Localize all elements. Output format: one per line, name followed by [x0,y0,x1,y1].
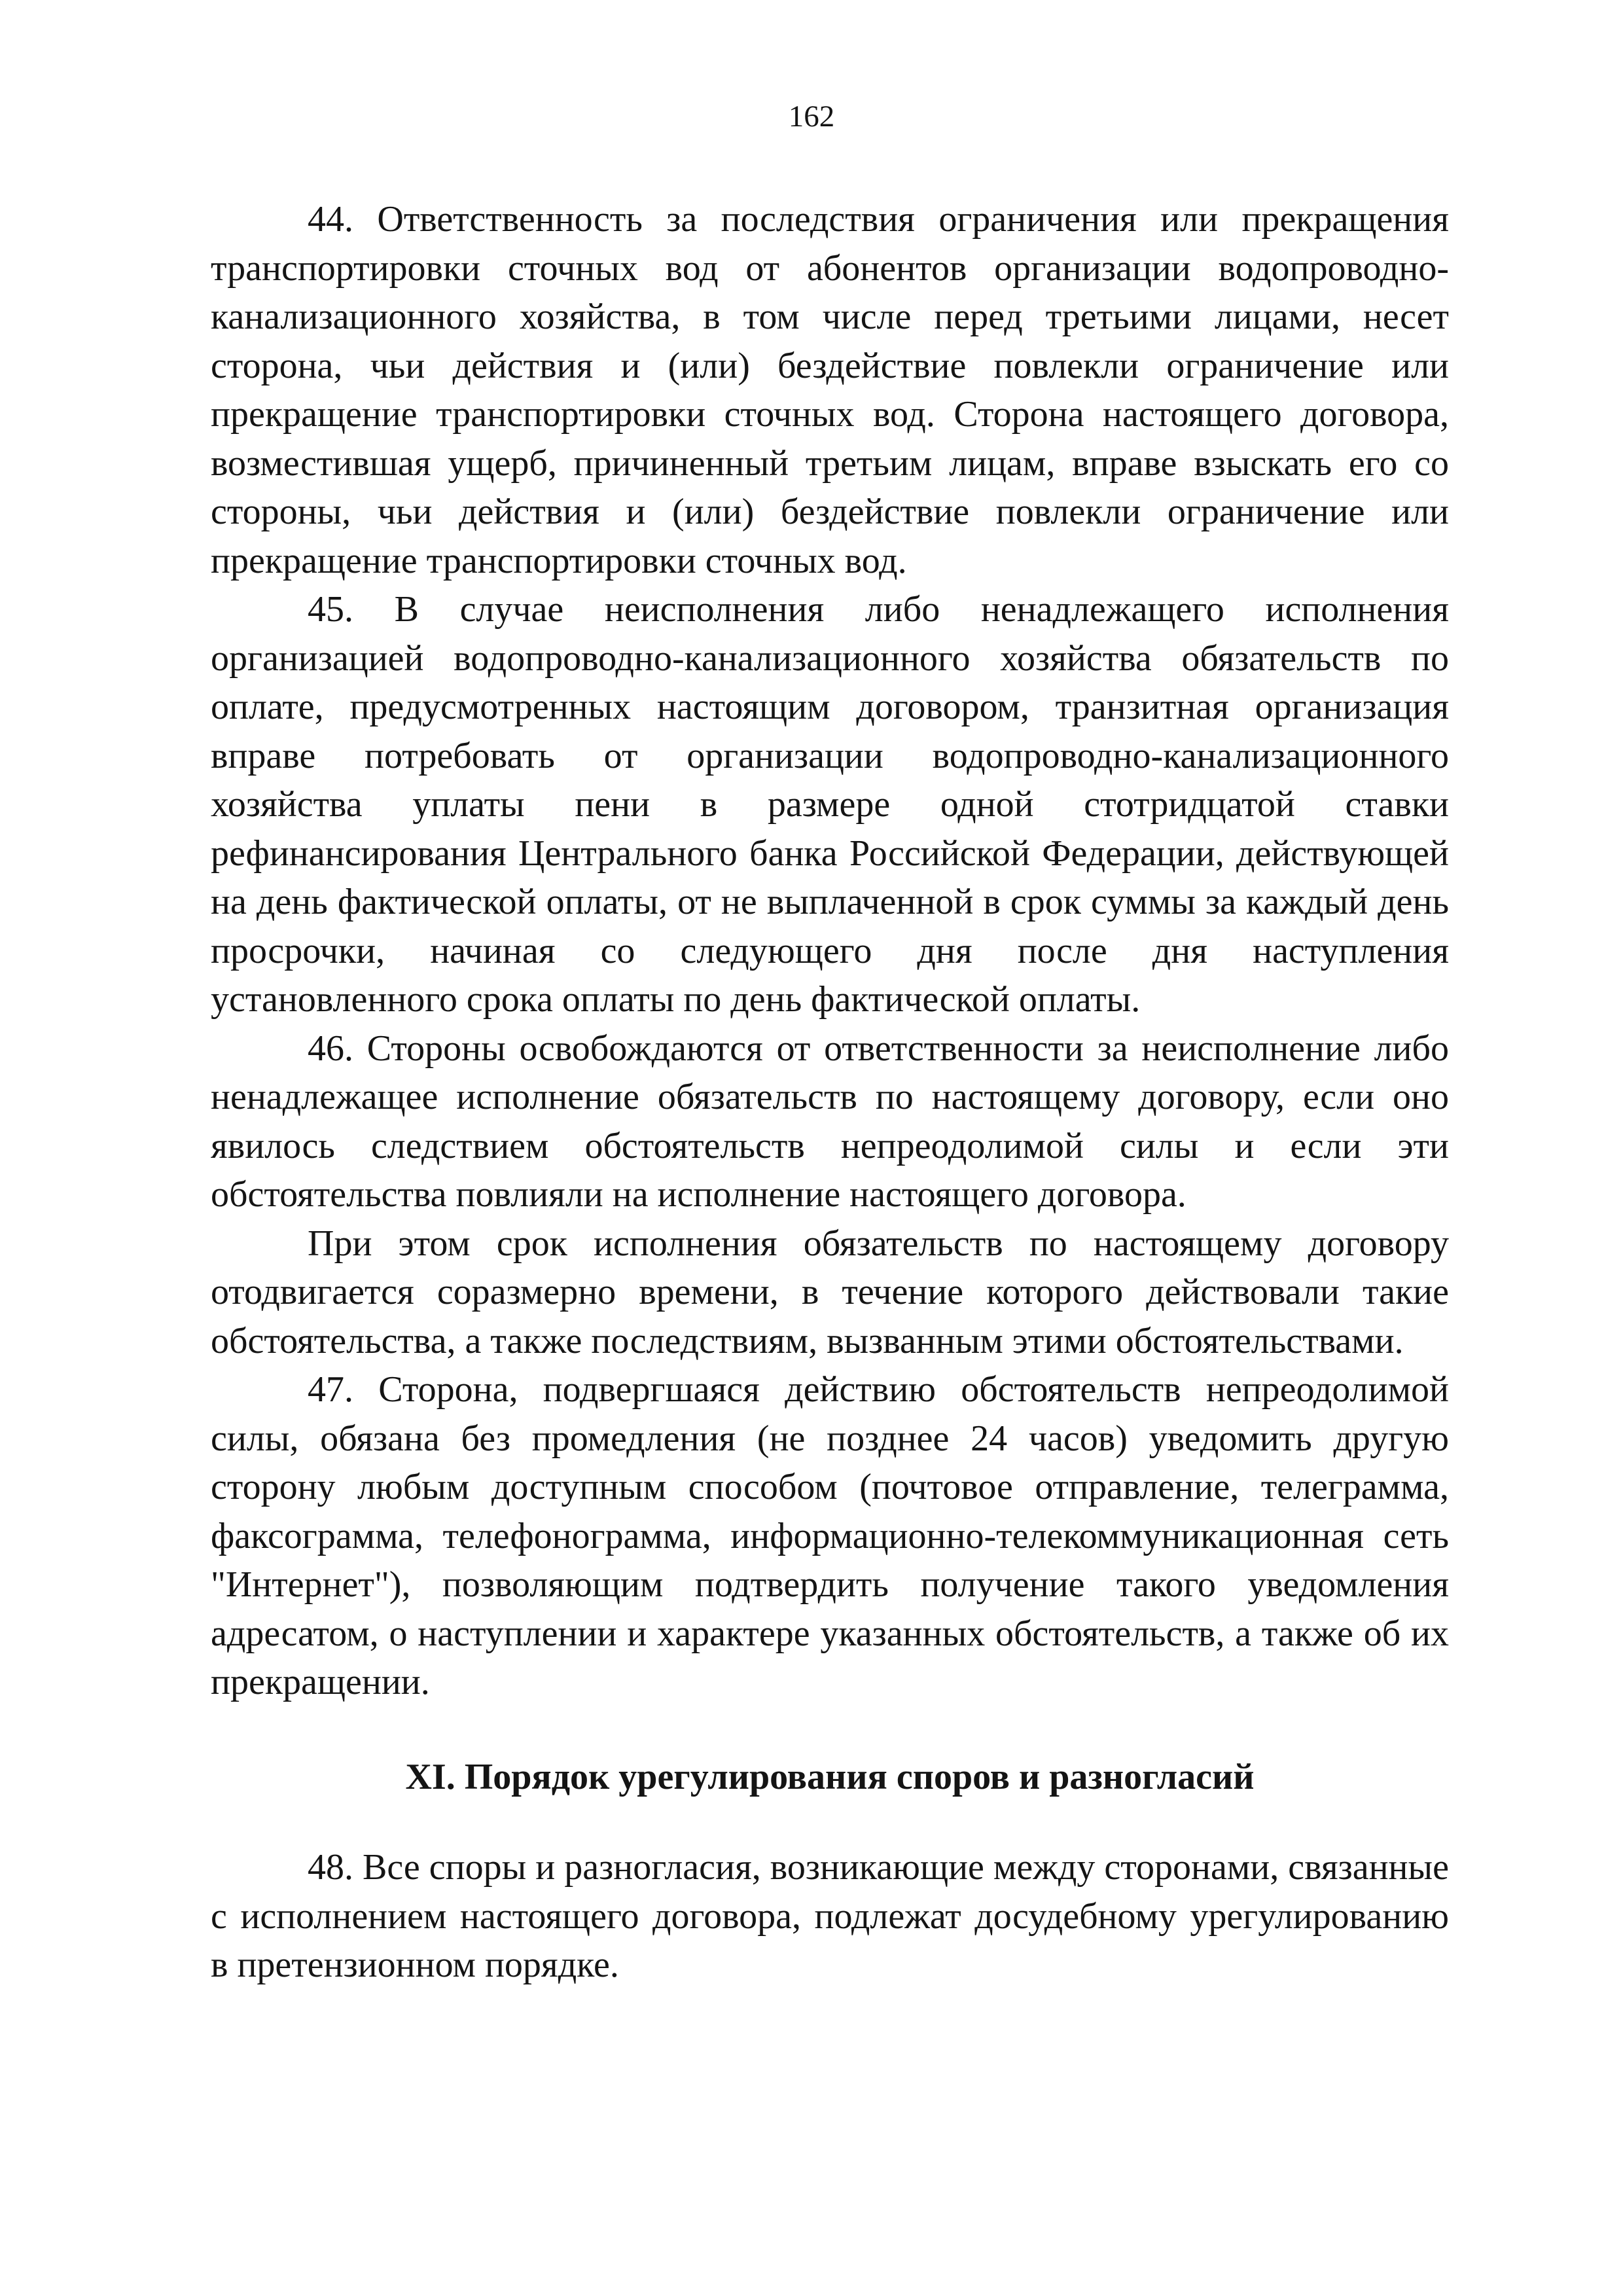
paragraph-45: 45. В случае неисполнения либо ненадлежащего исполнения организацией водопроводно-канализационного хозяйства обязательств по оплате, предусмотренных настоящим договором, транзитная организация вправе потребовать от организации водопроводно-канализационного хозяйства уплаты пени в размере одной стотридцатой ставки рефинансирования Центрального банка Российской Федерации, действующей на день фактической оплаты, от не выплаченной в срок суммы за каждый день просрочки, начиная со следующего дня после дня наступления установленного срока оплаты по день фактической оплаты. [211,589,1449,1020]
paragraph-47: 47. Сторона, подвергшаяся действию обстоятельств непреодолимой силы, обязана без промедления (не позднее 24 часов) уведомить другую сторону любым доступным способом (почтовое отправление, телеграмма, факсограмма, телефонограмма, информационно-телекоммуникационная сеть "Интернет"), позволяющим подтвердить получение такого уведомления адресатом, о наступлении и характере указанных обстоятельств, а также об их прекращении. [211,1369,1449,1702]
document-body [211,195,1449,1990]
paragraph-48: 48. Все споры и разногласия, возникающие между сторонами, связанные с исполнением настоящего договора, подлежат досудебному урегулированию в претензионном порядке. [211,1847,1449,1985]
page-number: 162 [788,99,835,134]
paragraph-46-continuation: При этом срок исполнения обязательств по настоящему договору отодвигается соразмерно времени, в течение которого действовали такие обстоятельства, а также последствиям, вызванным этими обстоятельствами. [211,1223,1449,1361]
paragraph-46: 46. Стороны освобождаются от ответственности за неисполнение либо ненадлежащее исполнение обязательств по настоящему договору, если оно явилось следствием обстоятельств непреодолимой силы и если эти обстоятельства повлияли на исполнение настоящего договора. [211,1028,1449,1215]
section-heading: XI. Порядок урегулирования споров и разногласий [405,1756,1255,1797]
paragraph-44: 44. Ответственность за последствия ограничения или прекращения транспортировки сточных вод от абонентов организации водопроводно-канализационного хозяйства, в том числе перед третьими лицами, несет сторона, чьи действия и (или) бездействие повлекли ограничение или прекращение транспортировки сточных вод. Сторона настоящего договора, возместившая ущерб, причиненный третьим лицам, вправе взыскать его со стороны, чьи действия и (или) бездействие повлекли ограничение или прекращение транспортировки сточных вод. [211,199,1449,581]
